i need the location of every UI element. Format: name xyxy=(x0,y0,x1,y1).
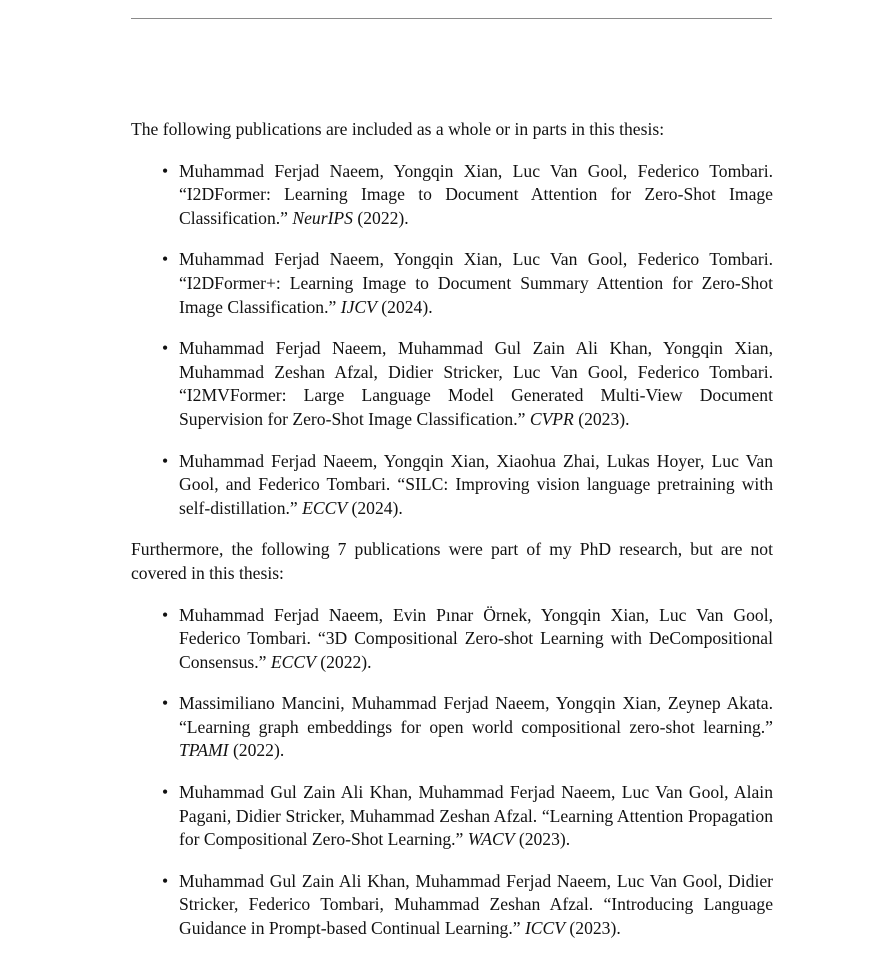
publication-title: “I2MVFormer: Large Language Model Generated Multi-View Document Supervision for Zero-Shot Image Classification.” xyxy=(179,385,773,429)
publication-item xyxy=(179,450,773,521)
publication-year: (2024). xyxy=(381,296,433,317)
publication-title: “SILC: Improving vision language pretraining with self-distillation.” xyxy=(179,474,774,518)
included-publications-list xyxy=(131,160,773,521)
publication-venue: NeurIPS xyxy=(292,207,353,228)
publication-title: “Learning graph embeddings for open world compositional zero-shot learning.” xyxy=(179,716,773,737)
publication-authors: Muhammad Ferjad Naeem, Yongqin Xian, Luc Van Gool, Federico Tombari. xyxy=(179,249,773,270)
other-publications-list xyxy=(131,604,773,941)
publication-title: “Introducing Language Guidance in Prompt-based Continual Learning.” xyxy=(179,894,773,939)
publication-year: (2023). xyxy=(518,829,571,850)
publication-venue: IJCV xyxy=(340,296,377,317)
intro-paragraph: The following publications are included as a whole or in parts in this thesis: xyxy=(131,119,665,139)
publication-authors: Muhammad Ferjad Naeem, Yongqin Xian, Xiaohua Zhai, Lukas Hoyer, Luc Van Gool, and Federico Tombari. xyxy=(179,450,773,495)
other-publications-paragraph: Furthermore, the following 7 publications were part of my PhD research, but are not covered in this thesis: xyxy=(131,539,773,583)
publication-authors: Muhammad Gul Zain Ali Khan, Muhammad Ferjad Naeem, Luc Van Gool, Alain Pagani, Didier Stricker, Muhammad Zeshan Afzal. xyxy=(179,782,773,826)
publication-title: “Learning Attention Propagation for Compositional Zero-Shot Learning.” xyxy=(179,805,773,850)
publication-authors: Muhammad Gul Zain Ali Khan, Muhammad Ferjad Naeem, Luc Van Gool, Didier Stricker, Federico Tombari, Muhammad Zeshan Afzal. xyxy=(179,870,773,915)
publication-title: “I2DFormer: Learning Image to Document Attention for Zero-Shot Image Classification.” xyxy=(179,184,773,228)
publication-title: “3D Compositional Zero-shot Learning with DeCompositional Consensus.” xyxy=(179,628,773,672)
page-content xyxy=(131,118,773,941)
publication-year: (2022). xyxy=(232,740,285,761)
publication-venue: ECCV xyxy=(270,651,316,672)
publication-year: (2023). xyxy=(578,408,630,429)
publication-year: (2023). xyxy=(569,918,621,939)
publication-authors: Muhammad Ferjad Naeem, Evin Pınar Örnek, Yongqin Xian, Luc Van Gool, Federico Tombari. xyxy=(179,604,773,649)
publication-venue: ICCV xyxy=(524,918,566,939)
publication-authors: Massimiliano Mancini, Muhammad Ferjad Naeem, Yongqin Xian, Zeynep Akata. xyxy=(179,693,773,714)
publication-authors: Muhammad Ferjad Naeem, Yongqin Xian, Luc Van Gool, Federico Tombari. xyxy=(179,160,773,181)
publication-item xyxy=(179,781,773,852)
publication-venue: CVPR xyxy=(529,408,574,429)
publication-item xyxy=(179,692,773,763)
publication-authors: Muhammad Ferjad Naeem, Muhammad Gul Zain Ali Khan, Yongqin Xian, Muhammad Zeshan Afzal, Didier Stricker, Luc Van Gool, Federico Tombari. xyxy=(179,338,773,382)
publication-item xyxy=(179,248,773,319)
publication-year: (2022). xyxy=(320,651,372,672)
publication-venue: TPAMI xyxy=(179,740,229,761)
publication-item xyxy=(179,337,773,431)
header-rule xyxy=(131,18,772,19)
publication-item xyxy=(179,160,773,231)
publication-venue: ECCV xyxy=(302,497,348,518)
publication-title: “I2DFormer+: Learning Image to Document Summary Attention for Zero-Shot Image Classification.” xyxy=(179,272,773,317)
publication-venue: WACV xyxy=(467,829,515,850)
publication-item xyxy=(179,870,773,941)
publication-year: (2022). xyxy=(357,207,409,228)
publication-item xyxy=(179,604,773,675)
publication-year: (2024). xyxy=(351,497,403,518)
